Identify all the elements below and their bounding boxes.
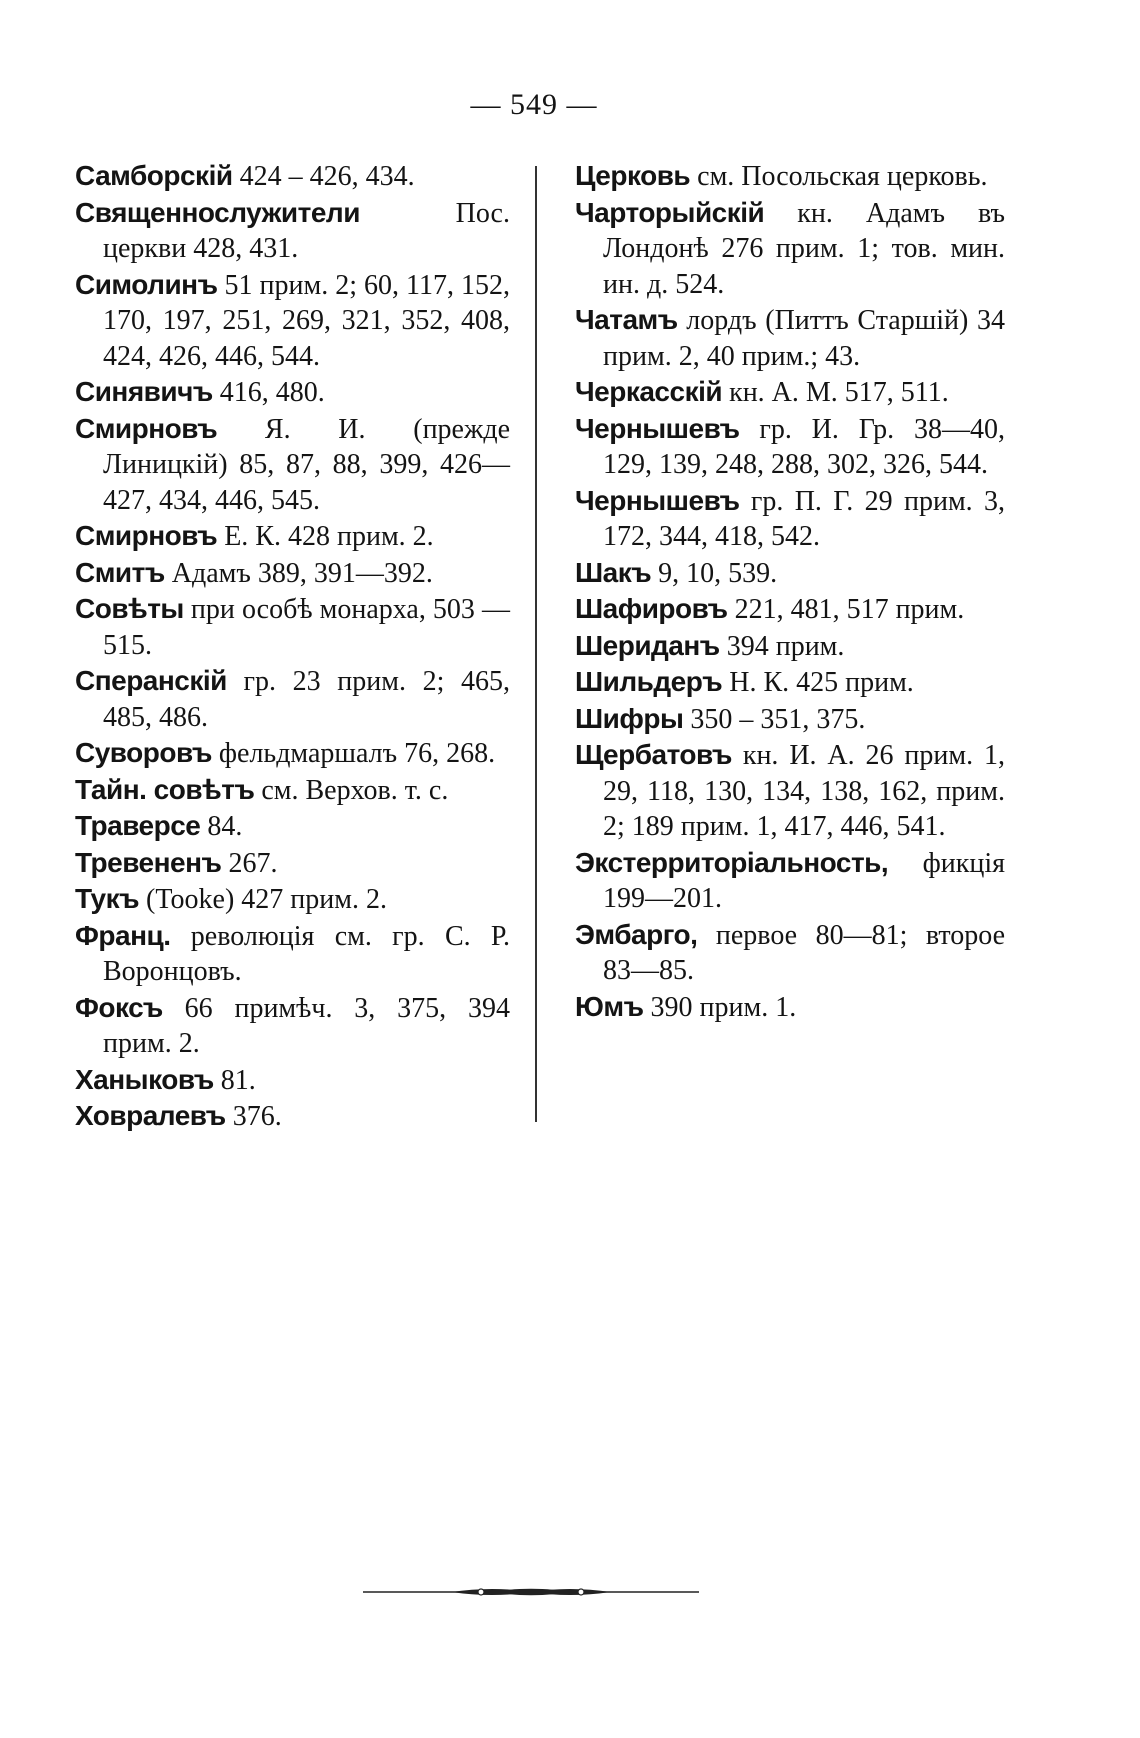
- entry-heading: Шафировъ: [575, 593, 728, 624]
- entry-references: 416, 480.: [212, 377, 325, 408]
- index-entry: [75, 195, 510, 267]
- entry-heading: Тревененъ: [75, 846, 222, 878]
- entry-heading: Шифры: [575, 702, 684, 734]
- entry-heading: Священнослужители: [75, 196, 360, 228]
- index-entry: [75, 158, 510, 195]
- index-entry: [575, 628, 1005, 665]
- entry-references: 376.: [225, 1101, 282, 1132]
- entry-references: Пос. церкви 428, 431.: [103, 197, 510, 264]
- index-entry: [75, 881, 510, 918]
- entry-references: см. Верхов. т. с.: [254, 774, 449, 806]
- entry-heading: Франц.: [75, 919, 171, 951]
- index-entry: [575, 845, 1005, 917]
- entry-heading: Самборскій: [75, 160, 233, 191]
- entry-references: фельдмаршалъ 76, 268.: [211, 738, 496, 769]
- index-entry: [575, 989, 1005, 1026]
- index-entry: [575, 917, 1005, 989]
- entry-heading: Шильдеръ: [575, 666, 723, 697]
- entry-references: см. Посольская церковь.: [690, 161, 988, 192]
- entry-references: кн. Адамъ въ Лондонѣ 276 прим. 1; тов. мин. ин. д. 524.: [603, 197, 1005, 300]
- entry-heading: Совѣты: [75, 593, 184, 624]
- page-number: — 549 —: [470, 88, 598, 121]
- entry-references: 390 прим. 1.: [643, 991, 797, 1023]
- entry-references: при особѣ монарха, 503 —515.: [103, 594, 510, 661]
- entry-heading: Шакъ: [575, 556, 652, 588]
- entry-heading: Чарторыйскій: [575, 196, 765, 228]
- entry-references: кн. И. А. 26 прим. 1, 29, 118, 130, 134, 138, 162, прим. 2; 189 прим. 1, 417, 446, 541.: [603, 740, 1005, 842]
- entry-references: гр. И. Гр. 38—40, 129, 139, 248, 288, 302, 326, 544.: [603, 413, 1005, 480]
- entry-references: гр. П. Г. 29 прим. 3, 172, 344, 418, 542.: [603, 485, 1005, 552]
- index-entry: [575, 483, 1005, 555]
- entry-heading: Чернышевъ: [575, 484, 740, 516]
- index-entry: [75, 1062, 510, 1099]
- index-entry: [575, 737, 1005, 845]
- index-entry: [75, 845, 510, 882]
- entry-references: кн. А. М. 517, 511.: [722, 377, 949, 408]
- index-entry: [575, 302, 1005, 374]
- entry-heading: Смитъ: [75, 556, 165, 588]
- entry-heading: Ховралевъ: [75, 1100, 226, 1131]
- entry-heading: Синявичъ: [75, 376, 213, 407]
- index-entry: [75, 591, 510, 663]
- entry-references: 267.: [221, 847, 278, 879]
- index-entry: [575, 555, 1005, 592]
- index-entry: [575, 374, 1005, 411]
- entry-references: Е. К. 428 прим. 2.: [217, 521, 434, 552]
- index-entry: [75, 1098, 510, 1135]
- entry-heading: Тукъ: [75, 883, 140, 914]
- index-entry: [575, 158, 1005, 195]
- entry-references: 51 прим. 2; 60, 117, 152, 170, 197, 251, 269, 321, 352, 408, 424, 426, 446, 544.: [103, 269, 510, 372]
- entry-references: 81.: [213, 1064, 256, 1096]
- entry-references: лордъ (Питтъ Старшій) 34 прим. 2, 40 прим.; 43.: [603, 305, 1005, 372]
- entry-references: 9, 10, 539.: [651, 557, 778, 589]
- index-entry: [75, 772, 510, 809]
- index-entry: [75, 518, 510, 555]
- index-entry: [575, 195, 1005, 303]
- index-entry: [75, 918, 510, 990]
- index-entry: [75, 735, 510, 772]
- index-entry: [575, 591, 1005, 628]
- entry-references: 66 примѣч. 3, 375, 394 прим. 2.: [103, 992, 510, 1059]
- entry-references: Адамъ 389, 391—392.: [164, 557, 433, 589]
- entry-heading: Эмбарго,: [575, 918, 698, 950]
- entry-heading: Чернышевъ: [575, 412, 740, 444]
- index-entry: [575, 701, 1005, 738]
- entry-references: 394 прим.: [719, 630, 845, 662]
- ornament-divider-icon: [363, 1585, 699, 1599]
- entry-heading: Сперанскій: [75, 665, 227, 696]
- index-column-left: [75, 158, 510, 1135]
- entry-references: Я. И. (прежде Линицкій) 85, 87, 88, 399, 426—427, 434, 446, 545.: [103, 413, 510, 516]
- entry-references: 350 – 351, 375.: [683, 703, 866, 735]
- index-entry: [75, 411, 510, 519]
- index-column-right: [575, 158, 1005, 1025]
- index-entry: [75, 663, 510, 735]
- entry-references: (Tooke) 427 прим. 2.: [139, 884, 387, 915]
- entry-references: гр. 23 прим. 2; 465, 485, 486.: [103, 666, 510, 733]
- entry-references: 221, 481, 517 прим.: [727, 594, 965, 625]
- entry-heading: Фоксъ: [75, 991, 163, 1023]
- index-entry: [75, 267, 510, 375]
- entry-heading: Смирновъ: [75, 412, 218, 444]
- index-entry: [75, 808, 510, 845]
- index-entry: [75, 374, 510, 411]
- index-entry: [575, 411, 1005, 483]
- entry-heading: Тайн. совѣтъ: [75, 773, 255, 805]
- entry-references: 424 – 426, 434.: [232, 161, 415, 192]
- index-entry: [75, 990, 510, 1062]
- entry-references: 84.: [200, 811, 243, 842]
- entry-references: Н. К. 425 прим.: [722, 667, 914, 698]
- entry-heading: Траверсе: [75, 810, 201, 841]
- index-entry: [75, 555, 510, 592]
- index-entry: [575, 664, 1005, 701]
- entry-heading: Щербатовъ: [575, 739, 732, 770]
- entry-heading: Юмъ: [575, 990, 644, 1022]
- entry-heading: Чатамъ: [575, 304, 678, 335]
- column-divider: [535, 166, 537, 1122]
- entry-heading: Ханыковъ: [75, 1063, 214, 1095]
- entry-references: революція см. гр. С. Р. Воронцовъ.: [103, 920, 510, 987]
- entry-heading: Смирновъ: [75, 520, 218, 551]
- entry-heading: Шериданъ: [575, 629, 720, 661]
- entry-heading: Экстерриторіальность,: [575, 846, 889, 878]
- entry-heading: Симолинъ: [75, 268, 218, 300]
- entry-references: первое 80—81; второе 83—85.: [603, 919, 1005, 986]
- entry-heading: Церковь: [575, 160, 691, 191]
- entry-references: фикція 199—201.: [603, 847, 1005, 914]
- entry-heading: Суворовъ: [75, 737, 212, 768]
- entry-heading: Черкасскій: [575, 376, 723, 407]
